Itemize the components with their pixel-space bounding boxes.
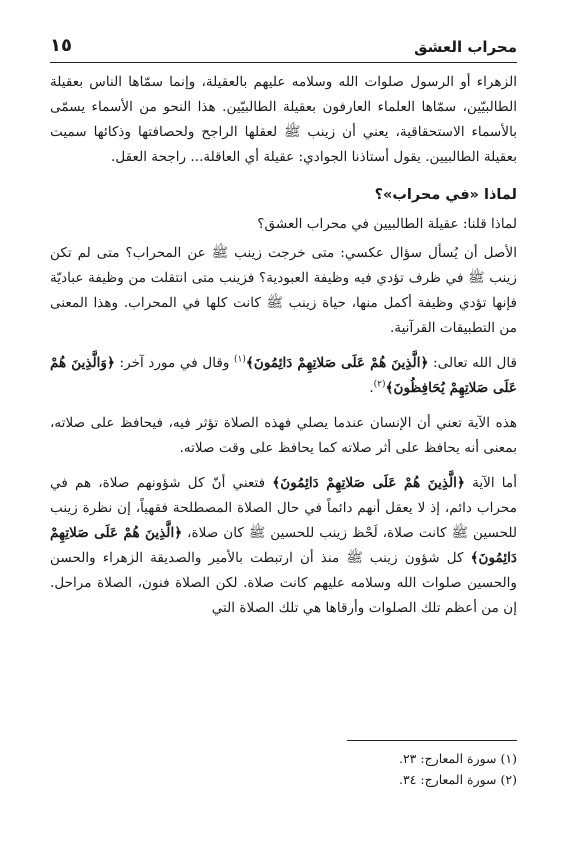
quran-verse-3: ﴿الَّذِينَ هُمْ عَلَى صَلاتِهِمْ دَائِمُونَ﴾	[272, 475, 465, 491]
footnote-1: (١) سورة المعارج: ٢٣.	[398, 751, 517, 766]
paragraph-1: الزهراء أو الرسول صلوات الله وسلامه عليهم بالعقيلة، وإنما سمّاها الناس بعقيلة الطالبيّين، سمّاها العلماء العارفون بعقيلة الطالبيّين. هذا النحو من الأسماء يسمّى بالأسماء الاستحقاقية، يعني أن زينب ﷺ لعقلها الراجح ولحصافتها وذكائها سميت بعقيلة الطالبيين. يقول أستاذنا الجوادي: عقيلة أي العاقلة... راجحة العقل.	[50, 74, 517, 165]
paragraph-4-text-b: وقال في مورد آخر:	[114, 355, 235, 371]
paragraph-5: هذه الآية تعني أن الإنسان عندما يصلي فهذه الصلاة تؤثر فيه، فيحافظ على صلاته، بمعنى أنه يحافظ على أثر صلاته كما يحافظ على وقت صلاته.	[50, 415, 517, 456]
paragraph-3: الأصل أن يُسأل سؤال عكسي: متى خرجت زينب ﷺ عن المحراب؟ متى لم تكن زينب ﷺ في ظرف تؤدي فيه وظيفة العبودية؟ فزينب متى انتقلت من وظيفة عباديّة فإنها تؤدي وظيفة أكمل منها، حياة زينب ﷺ كانت كلها في المحراب. وهذا المعنى من التطبيقات القرآنية.	[50, 245, 517, 336]
footnote-ref-2: (٢)	[373, 379, 386, 390]
page-number: ١٥	[50, 35, 72, 56]
paragraph-6-text-b: فتعني أنّ كل شؤونهم صلاة، هم في محراب دائم، إذ لا يعقل أنهم دائماً في حال الصلاة المصطلحة فقهياً، إن نظرة زينب للحسين ﷺ كانت صلاة، لَحْظ زينب للحسين ﷺ كان صلاة،	[50, 475, 517, 541]
paragraph-4-text-c: .	[369, 380, 374, 396]
paragraph-6	[50, 471, 517, 621]
paragraph-4	[50, 351, 517, 401]
footnote-ref-1: (١)	[234, 354, 246, 365]
body-text	[50, 70, 517, 631]
running-header	[50, 32, 517, 63]
paragraph-6-text-c: كل شؤون زينب ﷺ منذ أن ارتبطت بالأمير والصديقة الزهراء والحسن والحسين صلوات الله وسلامه عليهم كانت صلاة. لكن الصلاة فنون، الصلاة مراحل. إن من أعظم تلك الصلوات وأرقاها هي تلك الصلاة التي	[50, 550, 517, 616]
quran-verse-1: ﴿الَّذِينَ هُمْ عَلَى صَلاتِهِمْ دَائِمُونَ﴾	[245, 355, 429, 371]
paragraph-4-text-a: قال الله تعالى:	[428, 355, 518, 371]
section-heading: لماذا «في محراب»؟	[374, 187, 517, 203]
quran-verse-4: ﴿الَّذِينَ هُمْ عَلَى صَلاتِهِمْ دَائِمُونَ﴾	[50, 525, 517, 566]
quran-verse-2: ﴿وَالَّذِينَ هُمْ عَلَى صَلاتِهِمْ يُحَافِظُونَ﴾	[50, 355, 517, 396]
paragraph-6-text-a: أما الآية	[464, 475, 517, 491]
footnote-divider	[347, 740, 517, 741]
paragraph-2: لماذا قلنا: عقيلة الطالبيين في محراب العشق؟	[257, 216, 517, 232]
footnote-2: (٢) سورة المعارج: ٣٤.	[398, 772, 517, 787]
book-title: محراب العشق	[414, 38, 517, 56]
footnotes	[50, 748, 517, 790]
